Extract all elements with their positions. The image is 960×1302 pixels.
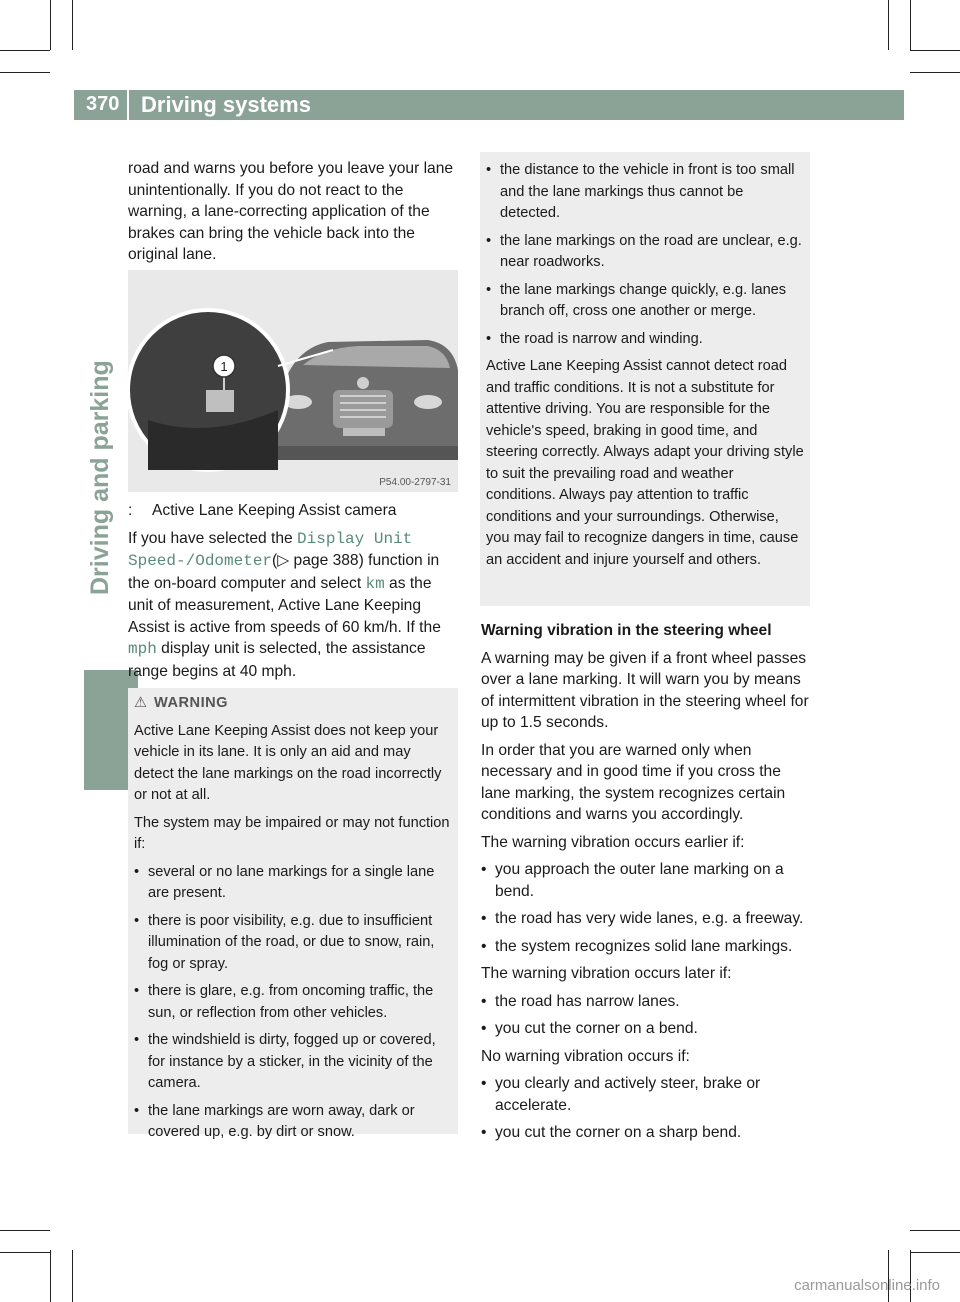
crop-mark [910, 1230, 960, 1231]
crop-mark [72, 0, 73, 50]
text-run: as the unit of measurement, Active Lane Keeping Assist is active from speeds of 60 km/h. If the [128, 574, 441, 636]
list-item: • there is poor visibility, e.g. due to insufficient illumination of the road, or due to snow, rain, fog or spray. [134, 911, 454, 976]
list-title: The warning vibration occurs earlier if: [481, 833, 745, 851]
crop-mark [72, 1250, 73, 1302]
callout-marker: : [128, 502, 133, 519]
crop-mark [910, 72, 960, 73]
figure-code: P54.00-2797-31 [379, 477, 451, 488]
text-run: (▷ page 388) function in the on-board computer and select [128, 552, 440, 592]
section-title: Driving systems [141, 92, 311, 117]
crop-mark [50, 1250, 51, 1302]
crop-mark [910, 1250, 911, 1302]
list-item: • several or no lane markings for a single lane are present. [134, 862, 454, 905]
note-content [486, 160, 806, 577]
figure-caption [128, 500, 460, 522]
crop-mark [888, 0, 889, 50]
header-divider [127, 90, 129, 120]
figure-camera [128, 270, 458, 492]
car-camera-illustration [128, 270, 458, 492]
crop-mark [50, 0, 51, 50]
warning-heading: ⚠ WARNING [134, 693, 454, 715]
list-item: • the system recognizes solid lane markings. [481, 936, 813, 958]
callout-number: 1 [220, 359, 228, 374]
list-title: The warning vibration occurs later if: [481, 965, 732, 982]
warning-triangle-icon: ⚠ [134, 695, 148, 711]
list-item: • you clearly and actively steer, brake or accelerate. [481, 1073, 813, 1116]
crop-mark [0, 1230, 50, 1231]
list-item: • the lane markings on the road are unclear, e.g. near roadworks. [486, 231, 806, 274]
warning-paragraph: Active Lane Keeping Assist does not keep your vehicle in its lane. It is only an aid and may detect the lane markings on the road incorrectly or not at all. [134, 722, 442, 803]
left-body [128, 500, 460, 688]
list-item: • the windshield is dirty, fogged up or covered, for instance by a sticker, in the vicinity of the camera. [134, 1030, 454, 1095]
list-item: • you cut the corner on a sharp bend. [481, 1122, 813, 1144]
side-chapter-label: Driving and parking [86, 360, 114, 595]
list-item: • you approach the outer lane marking on a bend. [481, 859, 813, 902]
crop-mark [0, 1252, 50, 1253]
list-item: • the distance to the vehicle in front is too small and the lane markings thus cannot be detected. [486, 160, 806, 225]
body-paragraph: In order that you are warned only when necessary and in good time if you cross the lane marking, the system recognizes certain conditions and warns you accordingly. [481, 741, 786, 823]
intro-paragraph: road and warns you before you leave your lane unintentionally. If you do not react to the warning, a lane-correcting application of the brakes can bring the vehicle back into the original lane. [128, 160, 454, 263]
warning-paragraph: Active Lane Keeping Assist cannot detect road and traffic conditions. It is not a substitute for attentive driving. You are responsible for the vehicle's speed, braking in good time, and steering correctly. Always adapt your driving style to suit the prevailing road and weather conditions. Always pay attention to traffic conditions and your surroundings. Otherwise, you may fail to recognize dangers in time, cause an accident and injure yourself and others. [486, 358, 804, 568]
page-number: 370 [86, 93, 120, 115]
unit-mph: mph [128, 640, 157, 658]
footer-watermark: carmanualsonline.info [794, 1277, 940, 1294]
left-intro [128, 158, 458, 272]
list-item: • there is glare, e.g. from oncoming traffic, the sun, or reflection from other vehicles. [134, 981, 454, 1024]
warning-content [134, 693, 454, 1150]
list-item: • the lane markings change quickly, e.g. lanes branch off, cross one another or merge. [486, 280, 806, 323]
list-item: • the lane markings are worn away, dark or covered up, e.g. by dirt or snow. [134, 1101, 454, 1144]
list-title: No warning vibration occurs if: [481, 1047, 690, 1065]
menu-function-name: Display Unit Speed-/Odometer [128, 529, 413, 570]
text-run: If you have selected the [128, 529, 298, 547]
list-item: • the road is narrow and winding. [486, 329, 806, 351]
text-run: display unit is selected, the assistance range begins at 40 mph. [128, 640, 426, 680]
subheading: Warning vibration in the steering wheel [481, 622, 772, 639]
crop-mark [910, 0, 911, 50]
list-item: • you cut the corner on a bend. [481, 1018, 813, 1040]
crop-mark [910, 1252, 960, 1253]
unit-paragraph [128, 528, 460, 683]
list-item: • the road has narrow lanes. [481, 991, 813, 1013]
warning-paragraph: The system may be impaired or may not function if: [134, 814, 450, 852]
caption-text: Active Lane Keeping Assist camera [152, 502, 397, 519]
right-body [481, 620, 813, 1150]
crop-mark [888, 1250, 889, 1302]
list-item: • the road has very wide lanes, e.g. a freeway. [481, 908, 813, 930]
crop-mark [0, 72, 50, 73]
unit-km: km [365, 574, 385, 593]
crop-mark [0, 50, 50, 51]
body-paragraph: A warning may be given if a front wheel passes over a lane marking. It will warn you by means of intermittent vibration in the steering wheel for up to 1.5 seconds. [481, 649, 809, 731]
crop-mark [910, 50, 960, 51]
